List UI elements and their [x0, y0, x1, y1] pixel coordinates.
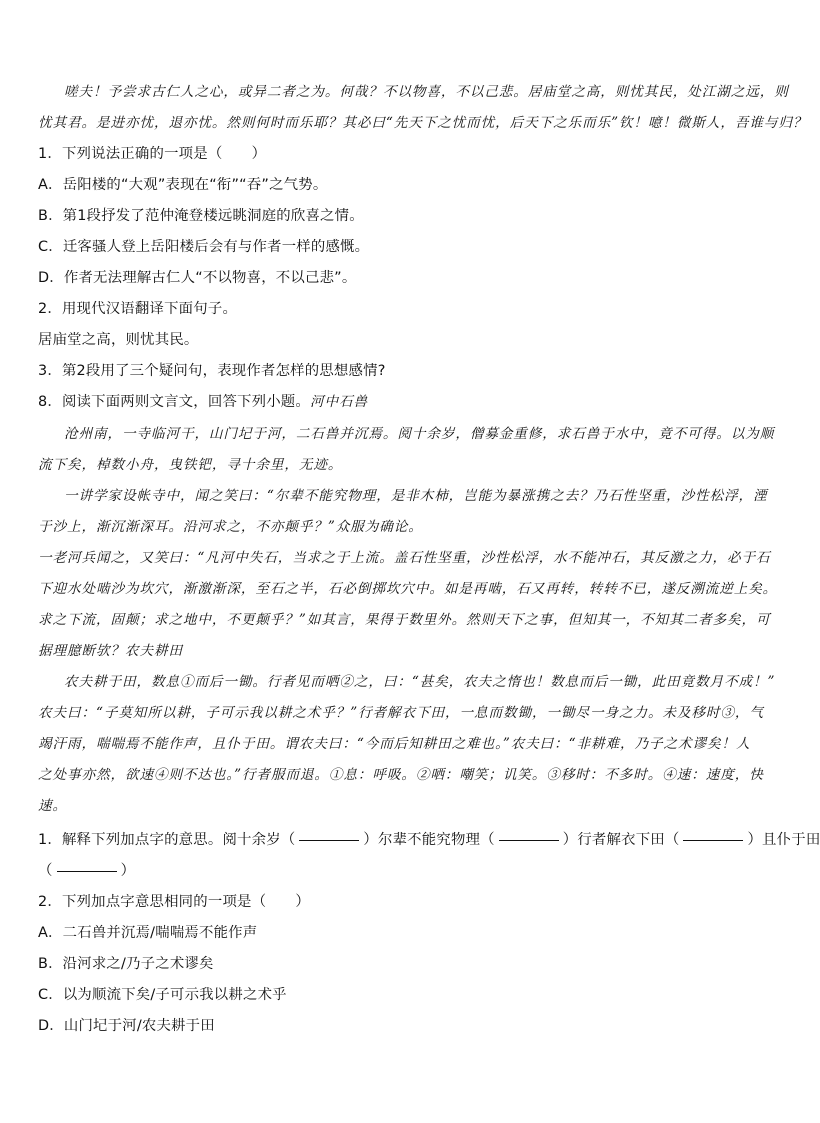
question-8-1-part-1: 1．解释下列加点字的意思。阅十余岁（	[38, 832, 296, 848]
question-8-stem	[38, 392, 756, 412]
question-8-1-line-2	[38, 861, 756, 881]
passage2-line-6: 下迎水处啮沙为坎穴，渐激渐深，至石之半，石必倒掷坎穴中。如是再啮，石又再转，转转不已，遂反溯流逆上矣。	[38, 581, 778, 597]
passage2-line-3: 一讲学家设帐寺中，闻之笑曰：“尔辈不能究物理，是非木柿，岂能为暴涨携之去？乃石性坚重，沙性松浮，湮	[64, 488, 768, 504]
passage3-line-1: 农夫耕于田，数息①而后一锄。行者见而哂②之，曰：“甚矣，农夫之惰也！数息而后一锄，此田竟数月不成！”	[64, 674, 776, 690]
answer-blank-1[interactable]	[299, 839, 359, 841]
passage3-line-5: 速。	[38, 798, 67, 814]
question-8-1-part-6: ）	[120, 863, 136, 879]
question-1-option-b: B．第1段抒发了范仲淹登楼远眺洞庭的欣喜之情。	[38, 208, 364, 224]
passage3-line-4: 之处事亦然，欲速④则不达也。”行者服而退。①息：呼吸。②哂：嘲笑；讥笑。③移时：不多时。④速：速度，快	[38, 767, 764, 783]
passage1-line-2: 忧其君。是进亦忧，退亦忧。然则何时而乐耶？其必曰“先天下之忧而忧，后天下之乐而乐”钦！噫！微斯人，吾谁与归？	[38, 115, 808, 131]
passage2-line-4: 于沙上，渐沉渐深耳。沿河求之，不亦颠乎？”众服为确论。	[38, 519, 423, 535]
question-8-1-part-4: ）且仆于田	[747, 832, 820, 848]
question-8-text: 8．阅读下面两则文言文，回答下列小题。	[38, 394, 310, 410]
question-8-1-part-5: （	[38, 863, 53, 879]
question-8-2-option-d: D．山门圮于河/农夫耕于田	[38, 1018, 215, 1034]
question-8-1-part-2: ）尔辈不能究物理（	[363, 832, 495, 848]
answer-blank-3[interactable]	[683, 839, 743, 841]
question-2-stem: 2．用现代汉语翻译下面句子。	[38, 301, 238, 317]
passage-title-1: 河中石兽	[310, 394, 368, 410]
answer-blank-2[interactable]	[499, 839, 559, 841]
passage2-line-8	[38, 641, 756, 661]
question-8-2-option-a: A．二石兽并沉焉/喘喘焉不能作声	[38, 925, 258, 941]
question-1-stem: 1．下列说法正确的一项是（ ）	[38, 146, 267, 162]
passage2-line-5: 一老河兵闻之，又笑曰：“凡河中失石，当求之于上流。盖石性坚重，沙性松浮，水不能冲石，其反激之力，必于石	[38, 550, 771, 566]
passage3-line-3: 竭汗雨，喘喘焉不能作声，且仆于田。谓农夫曰：“今而后知耕田之难也。”农夫曰：“非耕难，乃子之术谬矣！人	[38, 736, 751, 752]
passage2-line-8-text: 据理臆断欤？	[38, 643, 125, 659]
question-8-2-option-c: C．以为顺流下矣/子可示我以耕之术乎	[38, 987, 287, 1003]
question-1-option-d: D．作者无法理解古仁人“不以物喜，不以己悲”。	[38, 270, 357, 286]
passage2-line-2: 流下矣，棹数小舟，曳铁钯，寻十余里，无迹。	[38, 457, 343, 473]
question-3-stem: 3．第2段用了三个疑问句，表现作者怎样的思想感情?	[38, 363, 386, 379]
passage2-line-1: 沧州南，一寺临河干，山门圮于河，二石兽并沉焉。阅十余岁，僧募金重修，求石兽于水中，竟不可得。以为顺	[64, 426, 775, 442]
passage2-line-7: 求之下流，固颠；求之地中，不更颠乎？”如其言，果得于数里外。然则天下之事，但知其一，不知其二者多矣，可	[38, 612, 771, 628]
question-8-1-line-1	[38, 830, 820, 850]
passage-title-2: 农夫耕田	[124, 643, 183, 659]
question-1-option-c: C．迁客骚人登上岳阳楼后会有与作者一样的感慨。	[38, 239, 370, 255]
answer-blank-4[interactable]	[57, 870, 117, 872]
question-8-1-part-3: ）行者解衣下田（	[562, 832, 680, 848]
question-1-option-a: A．岳阳楼的“大观”表现在“衔”“吞”之气势。	[38, 177, 328, 193]
passage3-line-2: 农夫曰：“子莫知所以耕，子可示我以耕之术乎？”行者解衣下田，一息而数锄，一锄尽一身之力。未及移时③，气	[38, 705, 764, 721]
question-8-2-option-b: B．沿河求之/乃子之术谬矣	[38, 956, 214, 972]
passage1-line-1: 嗟夫！予尝求古仁人之心，或异二者之为。何哉？不以物喜，不以己悲。居庙堂之高，则忧其民，处江湖之远，则	[64, 84, 789, 100]
question-8-2-stem: 2．下列加点字意思相同的一项是（ ）	[38, 894, 310, 910]
question-2-sentence: 居庙堂之高，则忧其民。	[38, 332, 199, 348]
